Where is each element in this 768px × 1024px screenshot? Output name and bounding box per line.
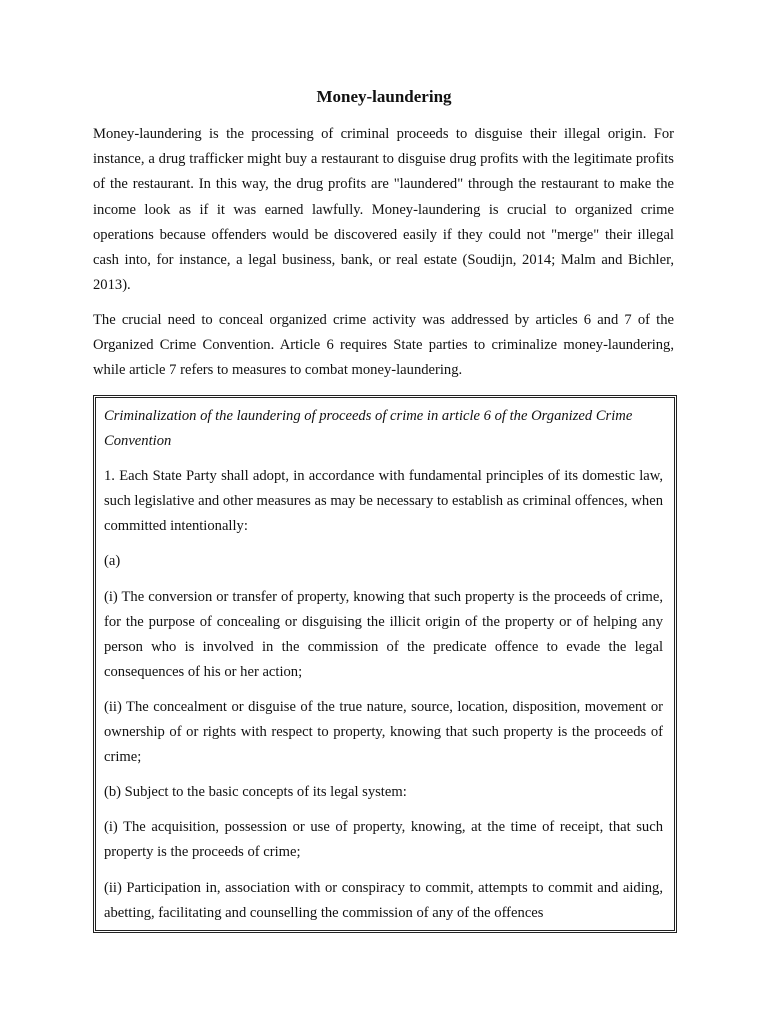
- page-title: Money-laundering: [316, 87, 452, 106]
- excerpt-heading: Criminalization of the laundering of proceeds of crime in article 6 of the Organized Crime Convention: [104, 408, 633, 450]
- intro-paragraph: Money-laundering is the processing of criminal proceeds to disguise their illegal origin. For instance, a drug trafficker might buy a restaurant to disguise drug profits with the legitimate profits of the restaurant. In this way, the drug profits are "laundered" through the restaurant to make the income look as if it was earned lawfully. Money-laundering is crucial to organized crime operations because offenders would be discovered easily if they could not "merge" their illegal cash into, for instance, a legal business, bank, or real estate (Soudijn, 2014; Malm and Bichler, 2013).: [93, 126, 674, 294]
- excerpt-item-b: (b) Subject to the basic concepts of its legal system:: [104, 784, 407, 801]
- excerpt-item-1: 1. Each State Party shall adopt, in accordance with fundamental principles of its domestic law, such legislative and other measures as may be necessary to establish as criminal offences, when committed intentionally:: [104, 468, 663, 535]
- excerpt-item-a: (a): [104, 553, 121, 570]
- excerpt-item-a-i: (i) The conversion or transfer of property, knowing that such property is the proceeds of crime, for the purpose of concealing or disguising the illicit origin of the property or of helping any person who is involved in the commission of the predicate offence to evade the legal consequences of his or her action;: [104, 588, 663, 680]
- excerpt-content: [104, 404, 663, 933]
- excerpt-item-a-ii: (ii) The concealment or disguise of the true nature, source, location, disposition, movement or ownership of or rights with respect to property, knowing that such property is the proceeds of crime;: [104, 698, 663, 766]
- excerpt-item-b-ii: (ii) Participation in, association with or conspiracy to commit, attempts to commit and aiding, abetting, facilitating and counselling the commission of any of the offences: [104, 879, 663, 921]
- article-6-excerpt-box: [93, 395, 677, 933]
- convention-paragraph: The crucial need to conceal organized crime activity was addressed by articles 6 and 7 of the Organized Crime Convention. Article 6 requires State parties to criminalize money-laundering, while article 7 refers to measures to combat money-laundering.: [93, 312, 674, 379]
- excerpt-item-b-i: (i) The acquisition, possession or use of property, knowing, at the time of receipt, that such property is the proceeds of crime;: [104, 819, 663, 861]
